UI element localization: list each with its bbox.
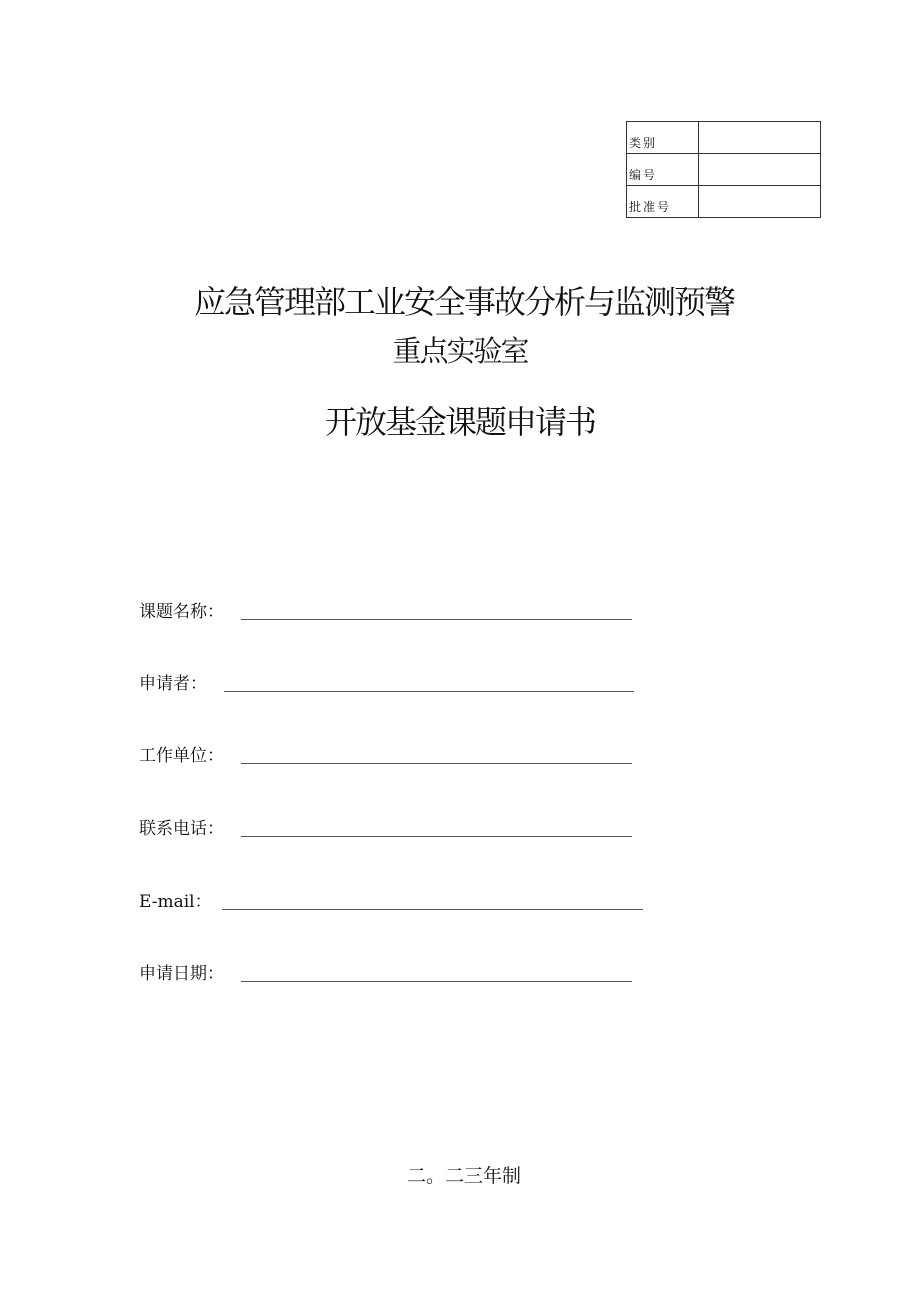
field-line-work-unit[interactable] (241, 763, 632, 764)
info-row-approval (627, 186, 821, 218)
title-line-1: 应急管理部工业安全事故分析与监测预警 (193, 283, 734, 321)
field-application-date (139, 958, 632, 984)
field-label-applicant: 申请者： (139, 674, 207, 694)
field-label-phone: 联系电话： (139, 819, 224, 839)
field-label-work-unit: 工作单位： (139, 746, 224, 766)
info-label-number: 编号 (627, 154, 699, 186)
field-label-application-date: 申请日期： (139, 964, 224, 984)
field-line-email[interactable] (222, 909, 643, 910)
field-phone (139, 813, 632, 839)
info-row-number (627, 154, 821, 186)
info-label-category: 类别 (627, 122, 699, 154)
info-value-category[interactable] (699, 122, 821, 154)
document-title: 开放基金课题申请书 (324, 403, 595, 441)
field-line-phone[interactable] (241, 836, 632, 837)
field-line-application-date[interactable] (241, 981, 632, 982)
field-line-applicant[interactable] (224, 691, 634, 692)
field-applicant (139, 668, 634, 694)
field-project-name (139, 596, 632, 622)
field-label-email: E-mail： (139, 892, 212, 912)
info-value-number[interactable] (699, 154, 821, 186)
info-value-approval[interactable] (699, 186, 821, 218)
info-box (626, 121, 821, 218)
info-row-category (627, 122, 821, 154)
footer-year: 二。二三年制 (406, 1165, 521, 1187)
field-label-project-name: 课题名称： (139, 602, 224, 622)
field-email (139, 886, 643, 912)
info-label-approval: 批准号 (627, 186, 699, 218)
field-line-project-name[interactable] (241, 619, 632, 620)
field-work-unit (139, 740, 632, 766)
title-line-2: 重点实验室 (392, 334, 528, 368)
